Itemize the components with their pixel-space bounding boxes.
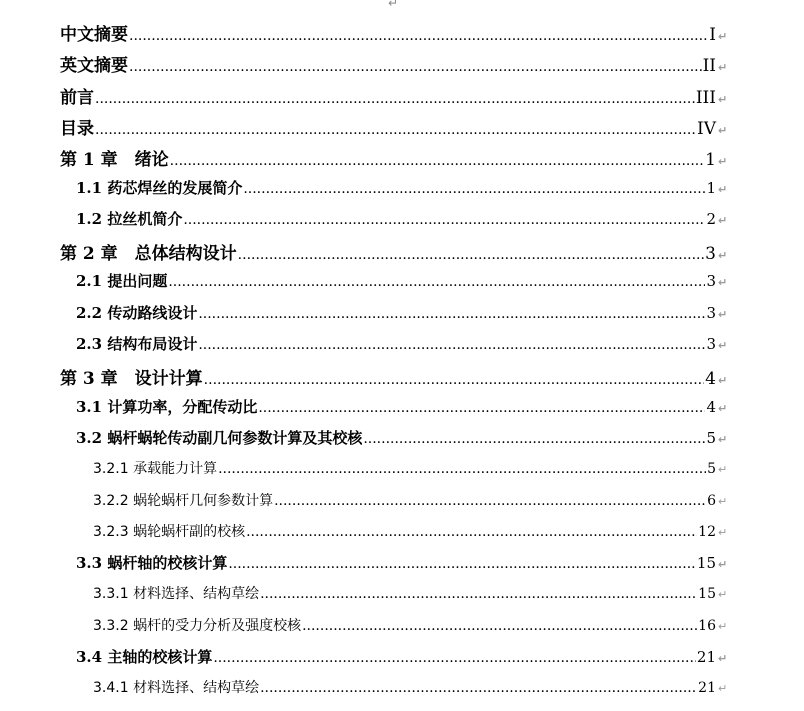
- toc-entry[interactable]: [93, 615, 728, 639]
- toc-entry[interactable]: [76, 333, 728, 357]
- toc-entry[interactable]: [76, 177, 728, 201]
- toc-leader-dots: [170, 153, 705, 169]
- toc-entry-page-number: 6: [707, 492, 716, 509]
- toc-entry-label: 目录: [60, 118, 94, 139]
- toc-entry-label: 3.2.1 承载能力计算: [93, 461, 218, 478]
- toc-entry[interactable]: [60, 51, 728, 75]
- toc-entry[interactable]: [93, 458, 728, 482]
- toc-entry-page-number: 4: [705, 369, 716, 390]
- toc-leader-dots: [218, 461, 706, 477]
- toc-entry-page-number: 1: [705, 150, 716, 171]
- toc-entry-label: 3.3.1 材料选择、结构草绘: [93, 586, 260, 603]
- toc-entry-label: 英文摘要: [60, 56, 128, 77]
- toc-entry-page-number: I: [709, 25, 716, 45]
- toc-entry-label: 3.3 蜗杆轴的校核计算: [76, 554, 228, 573]
- toc-entry-label: 3.4 主轴的校核计算: [76, 648, 213, 666]
- paragraph-mark: ↵: [718, 682, 728, 696]
- toc-leader-dots: [258, 400, 705, 416]
- paragraph-mark: ↵: [718, 182, 728, 196]
- toc-leader-dots: [243, 181, 705, 197]
- toc-entry-page-number: 4: [706, 397, 716, 416]
- paragraph-mark: ↵: [718, 432, 728, 446]
- toc-entry-page-number: 15: [696, 554, 716, 573]
- paragraph-mark: ↵: [718, 276, 728, 290]
- paragraph-mark: ↵: [718, 213, 728, 227]
- toc-leader-dots: [260, 586, 697, 602]
- paragraph-mark: ↵: [718, 92, 728, 106]
- toc-entry-label: 2.1 提出问题: [76, 272, 168, 291]
- toc-entry-label: 3.2 蜗杆蜗轮传动副几何参数计算及其校核: [76, 428, 363, 447]
- toc-leader-dots: [129, 28, 708, 44]
- toc-leader-dots: [302, 618, 697, 634]
- toc-entry-label: 前言: [60, 87, 94, 108]
- toc-entry[interactable]: [93, 490, 728, 514]
- paragraph-mark: ↵: [718, 525, 728, 539]
- toc-leader-dots: [228, 556, 696, 572]
- toc-entry[interactable]: [60, 364, 728, 388]
- toc-entry-page-number: IV: [697, 118, 716, 139]
- paragraph-mark-top: ↵: [388, 0, 399, 10]
- toc-entry-page-number: 15: [698, 586, 716, 603]
- toc-leader-dots: [183, 212, 705, 228]
- toc-entry[interactable]: [60, 239, 728, 263]
- paragraph-mark: ↵: [718, 30, 728, 43]
- toc-entry[interactable]: [93, 583, 728, 607]
- toc-entry-label: 3.2.3 蜗轮蜗杆副的校核: [93, 523, 246, 540]
- toc-entry-label: 第 2 章 总体结构设计: [60, 244, 237, 265]
- toc-entry-label: 3.4.1 材料选择、结构草绘: [93, 680, 260, 697]
- paragraph-mark: ↵: [718, 619, 728, 633]
- toc-entry[interactable]: [76, 302, 728, 326]
- toc-leader-dots: [238, 247, 705, 263]
- paragraph-mark: ↵: [718, 307, 728, 321]
- toc-entry-page-number: 3: [706, 303, 716, 322]
- toc-entry[interactable]: [76, 552, 728, 576]
- toc-leader-dots: [198, 337, 705, 353]
- paragraph-mark: ↵: [718, 61, 728, 75]
- toc-entry[interactable]: [76, 396, 728, 420]
- paragraph-mark: ↵: [718, 494, 728, 508]
- toc-leader-dots: [129, 59, 702, 75]
- toc-entry[interactable]: [76, 427, 728, 451]
- paragraph-mark: ↵: [718, 123, 728, 137]
- toc-entry-page-number: 3: [706, 335, 716, 353]
- paragraph-mark: ↵: [718, 463, 728, 477]
- toc-leader-dots: [363, 431, 705, 447]
- toc-leader-dots: [95, 91, 695, 107]
- toc-entry-label: 3.2.2 蜗轮蜗杆几何参数计算: [93, 492, 274, 509]
- toc-entry[interactable]: [76, 646, 728, 670]
- toc-entry-page-number: 21: [698, 680, 716, 697]
- toc-entry-page-number: 12: [698, 523, 716, 540]
- toc-entry[interactable]: [60, 145, 728, 169]
- toc-leader-dots: [95, 122, 696, 138]
- toc-leader-dots: [168, 274, 705, 290]
- paragraph-mark: ↵: [718, 339, 728, 352]
- toc-entry-label: 2.3 结构布局设计: [76, 335, 198, 353]
- toc-entry-label: 中文摘要: [60, 25, 128, 45]
- toc-entry-page-number: 1: [706, 178, 716, 197]
- toc-leader-dots: [204, 372, 705, 388]
- toc-entry-page-number: 2: [706, 209, 716, 228]
- paragraph-mark: ↵: [718, 401, 728, 415]
- toc-entry-page-number: 3: [706, 272, 716, 291]
- toc-entry[interactable]: [76, 270, 728, 294]
- paragraph-mark: ↵: [718, 652, 728, 665]
- toc-entry-page-number: 21: [696, 648, 716, 666]
- paragraph-mark: ↵: [718, 374, 728, 388]
- toc-entry-label: 3.3.2 蜗杆的受力分析及强度校核: [93, 617, 302, 634]
- toc-leader-dots: [274, 493, 706, 509]
- toc-entry[interactable]: [93, 521, 728, 545]
- toc-entry-page-number: 3: [705, 244, 716, 265]
- paragraph-mark: ↵: [718, 588, 728, 602]
- toc-entry-label: 2.2 传动路线设计: [76, 303, 198, 322]
- toc-entry-label: 第 3 章 设计计算: [60, 369, 203, 390]
- toc-entry[interactable]: [60, 83, 728, 107]
- toc-leader-dots: [260, 680, 697, 696]
- toc-entry-label: 1.1 药芯焊丝的发展简介: [76, 178, 243, 197]
- toc-entry-page-number: III: [695, 87, 716, 108]
- toc-entry-label: 3.1 计算功率，分配传动比: [76, 397, 258, 416]
- toc-entry-page-number: 16: [698, 617, 716, 634]
- toc-entry-page-number: 5: [706, 428, 716, 447]
- toc-entry-label: 1.2 拉丝机简介: [76, 209, 183, 228]
- toc-entry-page-number: 5: [707, 461, 716, 478]
- paragraph-mark: ↵: [718, 558, 728, 572]
- toc-entry[interactable]: [60, 114, 728, 138]
- toc-leader-dots: [213, 650, 696, 666]
- toc-leader-dots: [246, 524, 697, 540]
- paragraph-mark: ↵: [718, 249, 728, 263]
- toc-entry-label: 第 1 章 绪论: [60, 150, 169, 171]
- toc-entry-page-number: II: [702, 56, 716, 77]
- paragraph-mark: ↵: [718, 155, 728, 169]
- toc-entry[interactable]: [60, 20, 728, 44]
- toc-leader-dots: [198, 306, 705, 322]
- toc-entry[interactable]: [76, 208, 728, 232]
- toc-entry[interactable]: [93, 677, 728, 701]
